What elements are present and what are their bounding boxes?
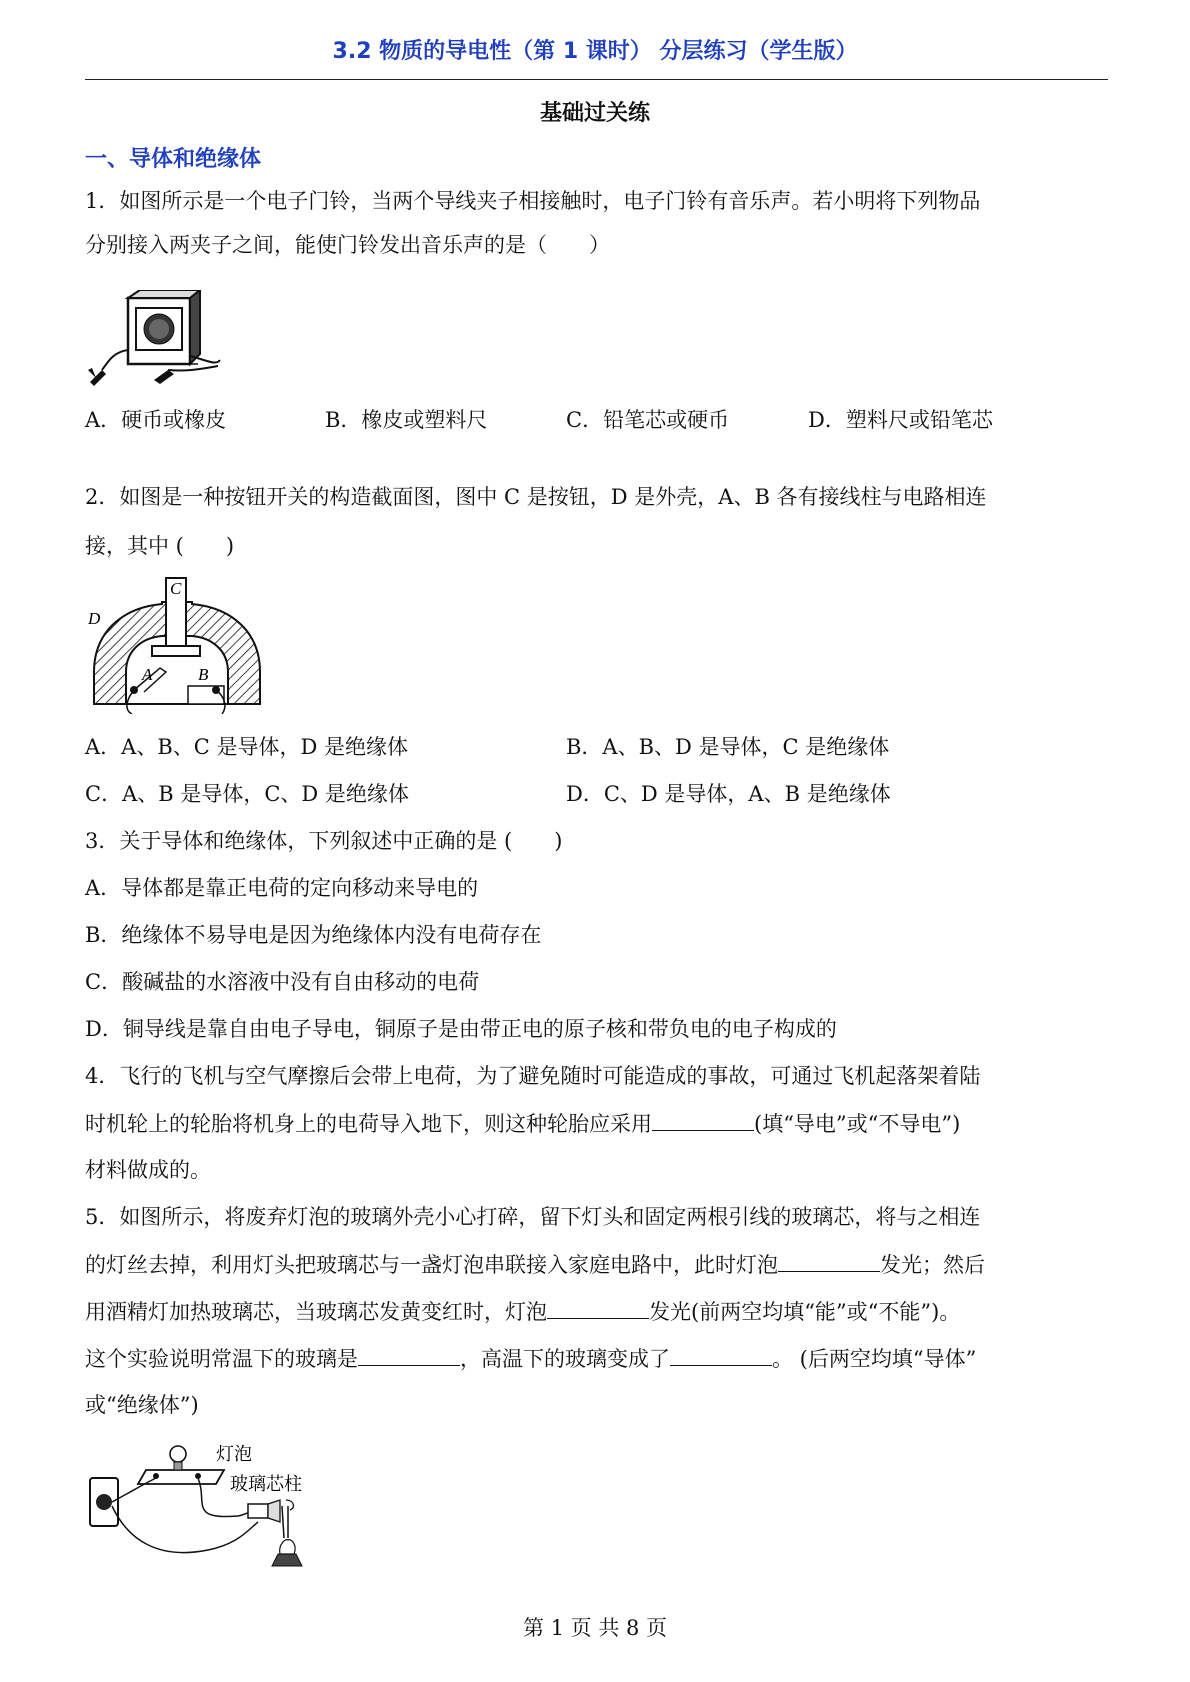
glass-core-figure [88,1430,328,1570]
q2-option-b: B．A、B、D 是导体，C 是绝缘体 [566,735,890,759]
label-c: C [170,579,182,598]
q4-stem-line3: 材料做成的。 [85,1158,211,1182]
q2-option-c: C．A、B 是导体，C、D 是绝缘体 [85,782,409,806]
header-divider [85,79,1108,80]
label-bulb: 灯泡 [216,1444,252,1465]
q5-stem-line5: 或“绝缘体”) [85,1393,199,1417]
q5-stem-line4: 这个实验说明常温下的玻璃是 ，高温下的玻璃变成了 。 (后两空均填“导体” [85,1343,1110,1374]
q2-stem-line2: 接，其中 ( ) [85,534,235,558]
q5-stem-line3: 用酒精灯加热玻璃芯，当玻璃芯发黄变红时，灯泡 发光(前两空均填“能”或“不能”)。 [85,1296,1110,1327]
q3-option-b: B．绝缘体不易导电是因为绝缘体内没有电荷存在 [85,923,542,947]
button-switch-figure [88,572,288,714]
q1-stem-line2: 分别接入两夹子之间，能使门铃发出音乐声的是（ ） [85,233,610,257]
document-header-title: 3.2 物质的导电性（第 1 课时） 分层练习（学生版） [332,39,858,64]
q4-stem-line2: 时机轮上的轮胎将机身上的电荷导入地下，则这种轮胎应采用 (填“导电”或“不导电”) [85,1108,1110,1139]
q5-blank-2[interactable] [547,1296,649,1319]
section-subtitle: 基础过关练 [539,101,650,126]
q2-option-a: A．A、B、C 是导体，D 是绝缘体 [85,735,409,759]
q4-answer-blank[interactable] [652,1108,754,1131]
q5-blank-4[interactable] [670,1343,772,1366]
section-heading: 一、导体和绝缘体 [85,147,262,172]
q1-option-d: D．塑料尺或铅笔芯 [808,408,993,432]
q5-blank-3[interactable] [358,1343,460,1366]
q3-option-c: C．酸碱盐的水溶液中没有自由移动的电荷 [85,970,480,994]
q5-stem-line1: 5．如图所示，将废弃灯泡的玻璃外壳小心打碎，留下灯头和固定两根引线的玻璃芯，将与之相连 [85,1205,981,1229]
label-a: A [142,665,153,684]
label-d: D [88,609,101,628]
doorbell-figure [88,290,238,400]
label-b: B [198,665,209,684]
page-footer: 第 1 页 共 8 页 [522,1616,668,1640]
q2-stem-line1: 2．如图是一种按钮开关的构造截面图，图中 C 是按钮，D 是外壳，A、B 各有接线柱与电路相连 [85,485,987,509]
q1-stem-line1: 1．如图所示是一个电子门铃，当两个导线夹子相接触时，电子门铃有音乐声。若小明将下列物品 [85,189,981,213]
q5-stem-line2: 的灯丝去掉，利用灯头把玻璃芯与一盏灯泡串联接入家庭电路中，此时灯泡 发光；然后 [85,1249,1110,1280]
wire-clip-icon-2 [154,370,174,384]
q1-option-a: A．硬币或橡皮 [85,408,227,432]
bulb-icon [170,1446,186,1462]
q2-option-d: D．C、D 是导体，A、B 是绝缘体 [566,782,891,806]
q4-stem-line1: 4．飞行的飞机与空气摩擦后会带上电荷，为了避免随时可能造成的事故，可通过飞机起落架着陆 [85,1064,981,1088]
q3-option-a: A．导体都是靠正电荷的定向移动来导电的 [85,876,479,900]
alcohol-lamp-icon [272,1554,302,1566]
q1-option-b: B．橡皮或塑料尺 [325,408,488,432]
q3-stem: 3．关于导体和绝缘体，下列叙述中正确的是 ( ) [85,829,563,853]
label-glass-core: 玻璃芯柱 [230,1474,302,1495]
q3-option-d: D．铜导线是靠自由电子导电，铜原子是由带正电的原子核和带负电的电子构成的 [85,1017,837,1041]
q1-option-c: C．铅笔芯或硬币 [566,408,730,432]
q5-blank-1[interactable] [778,1249,880,1272]
